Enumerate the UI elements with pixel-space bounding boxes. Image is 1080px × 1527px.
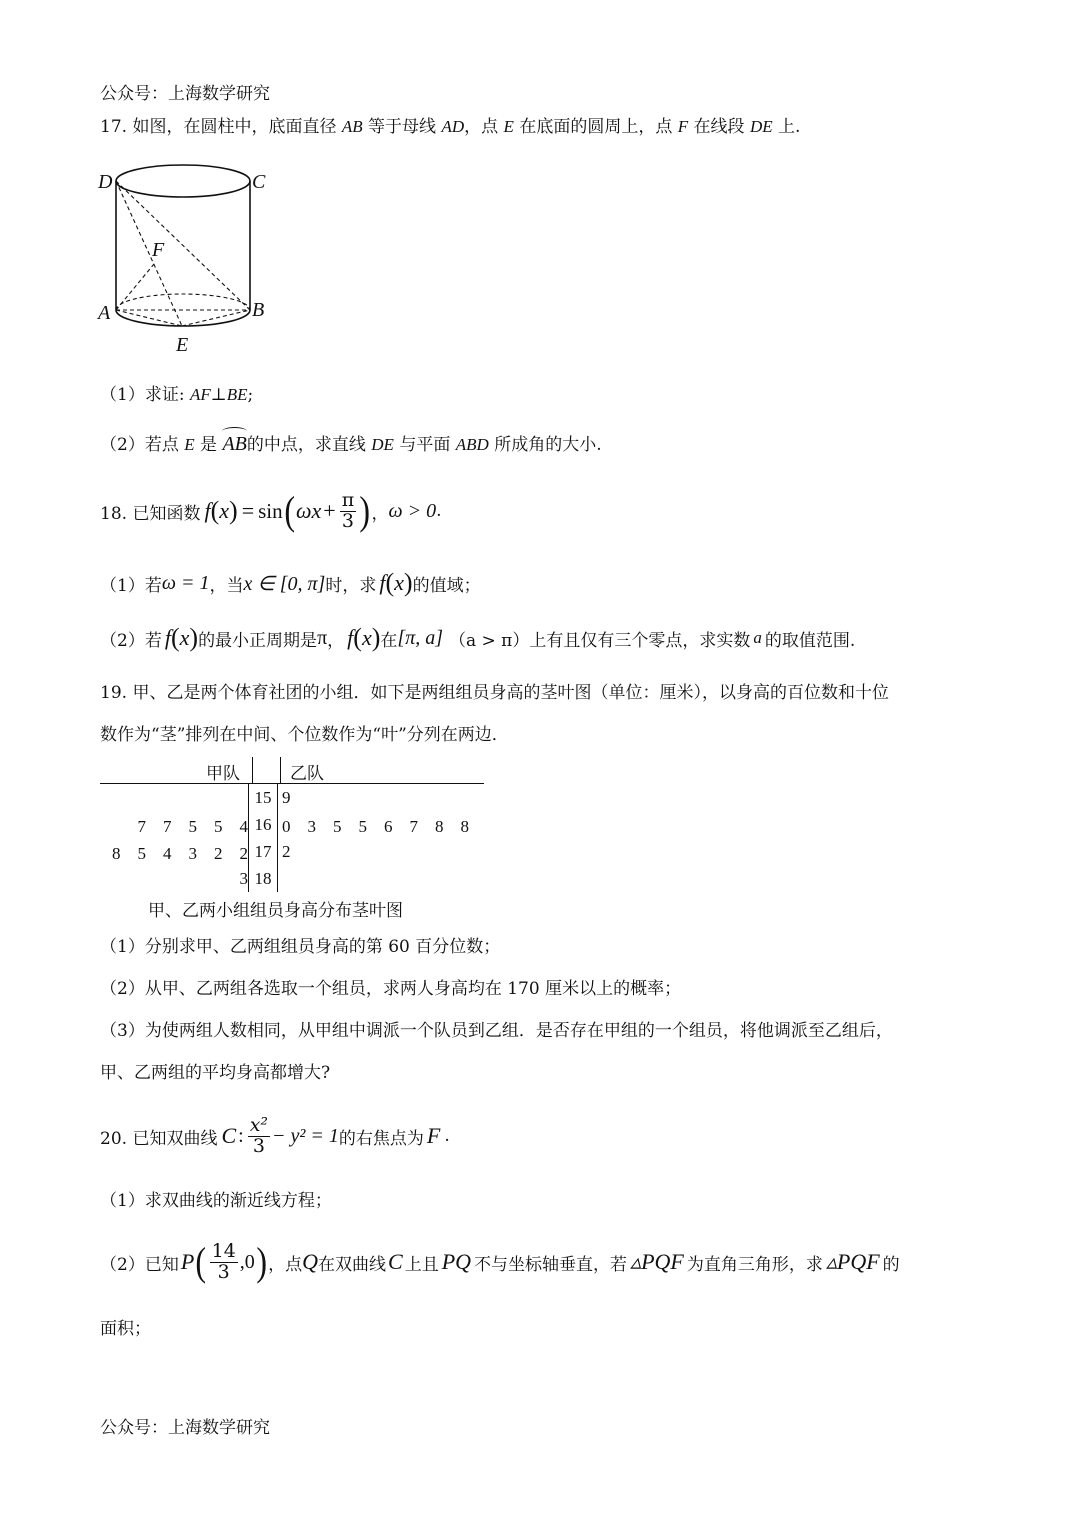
q18-part2-a: a bbox=[753, 628, 762, 647]
q20-p-den: 3 bbox=[217, 1260, 230, 1283]
q18-part1-text: 时，求 bbox=[325, 575, 377, 596]
q18-part2-x2: x bbox=[361, 625, 372, 650]
stem-leaf-plot bbox=[100, 757, 484, 921]
q18-part1: （1）若 ω = 1 ，当 x ∈ [0, π] 时，求 f ( x ) 的值域； bbox=[100, 568, 481, 597]
q17-part2-text: 是 bbox=[200, 435, 218, 455]
q17-ad: AD bbox=[441, 117, 465, 136]
q20-part2-c: C bbox=[388, 1249, 403, 1274]
stem-value: 16 bbox=[249, 811, 278, 838]
left-leaves: 7 7 5 5 4 bbox=[137, 817, 248, 836]
left-leaves: 8 5 4 3 2 2 bbox=[112, 844, 248, 863]
q18-part2-text: 在 bbox=[380, 630, 398, 651]
q17-text: 在底面的圆周上，点 bbox=[519, 117, 673, 137]
right-leaves bbox=[278, 865, 483, 892]
stem-value: 18 bbox=[249, 865, 278, 892]
q20-part1: （1）求双曲线的渐近线方程； bbox=[100, 1191, 332, 1211]
q18-part1-text: 的值域； bbox=[412, 575, 481, 596]
q18-part1-text: ，当 bbox=[209, 575, 244, 596]
q18-text: 18. 已知函数 bbox=[100, 503, 201, 524]
q20-c: C bbox=[221, 1123, 237, 1148]
q19-part3-line2: 甲、乙两组的平均身高都增大? bbox=[100, 1063, 331, 1083]
stem-leaf-row bbox=[100, 811, 482, 838]
q17-part2-text: 所成角的大小. bbox=[494, 435, 602, 455]
q17-text: ，点 bbox=[464, 117, 499, 137]
arc-ab: AB bbox=[222, 433, 247, 455]
q18-part1-text: （1）若 bbox=[100, 575, 162, 596]
label-a: A bbox=[98, 302, 111, 324]
label-e: E bbox=[176, 334, 189, 356]
label-d: D bbox=[98, 171, 113, 193]
q18-cond: ω > 0 bbox=[388, 499, 437, 522]
q18-part2-interval: [π, a] bbox=[397, 626, 443, 649]
q19-part3-line1: （3）为使两组人数相同，从甲组中调派一个队员到乙组．是否存在甲组的一个组员，将他调派至乙组后， bbox=[100, 1021, 893, 1041]
q17-text: 上. bbox=[778, 117, 801, 137]
q18-frac-den: 3 bbox=[341, 509, 354, 532]
q20-pq: PQ bbox=[441, 1249, 472, 1274]
q18-stem: 18. 已知函数 f ( x ) = sin ( ωx + $\frac{\pi}{3}$ ) ， ω > 0 . bbox=[100, 488, 442, 533]
right-leaves: 9 bbox=[282, 787, 291, 807]
left-leaves: 3 bbox=[239, 868, 248, 888]
q20-p-num: 14 bbox=[211, 1239, 236, 1262]
q17-ab: AB bbox=[341, 117, 363, 136]
q17-part2-de: DE bbox=[371, 435, 394, 454]
q18-omega-x: ωx bbox=[295, 498, 322, 523]
q17-part2-e: E bbox=[184, 435, 195, 454]
q20-colon: : bbox=[238, 1124, 244, 1147]
q20-part2-line2: 面积； bbox=[100, 1319, 151, 1339]
q17-text: 17. 如图，在圆柱中，底面直径 bbox=[100, 117, 337, 137]
q20-text: 20. 已知双曲线 bbox=[100, 1128, 218, 1149]
label-c: C bbox=[252, 171, 266, 193]
q17-e: E bbox=[503, 117, 514, 136]
q17-part1-math: AF⊥BE bbox=[189, 385, 248, 404]
q20-part2-text: 不与坐标轴垂直，若 bbox=[474, 1254, 628, 1275]
label-b: B bbox=[252, 299, 265, 321]
q18-f: f bbox=[204, 498, 211, 523]
right-team-header: 乙队 bbox=[290, 764, 324, 784]
q17-part2 bbox=[100, 430, 602, 456]
q20-p: P bbox=[180, 1249, 195, 1274]
q18-text: . bbox=[436, 501, 442, 521]
q18-part2-cond: （a > π） bbox=[449, 630, 530, 651]
q18-part2-text: 上有且仅有三个零点，求实数 bbox=[529, 630, 751, 651]
q19-part1: （1）分别求甲、乙两组组员身高的第 60 百分位数； bbox=[100, 937, 501, 957]
q20-part2: （2）已知 P ( $\frac{14}{3}$ ,0 ) ，点 Q 在双曲线 C 上且 PQ 不与坐标轴垂直，若 ▵PQF 为直角三角形，求 ▵PQF 的 bbox=[100, 1239, 900, 1284]
q20-part2-text: 的 bbox=[882, 1254, 900, 1275]
q18-part2-text: ， bbox=[327, 630, 345, 651]
q18-sin: sin bbox=[258, 498, 283, 523]
q20-part2-text: 上且 bbox=[404, 1254, 439, 1275]
q18-frac-num: π bbox=[341, 488, 355, 511]
q17-part2-text: 的中点，求直线 bbox=[246, 435, 366, 455]
q18-text: ， bbox=[371, 503, 389, 524]
q18-part1-x: x bbox=[394, 570, 404, 595]
q20-part2-text: 在双曲线 bbox=[318, 1254, 387, 1275]
left-leaves bbox=[100, 784, 249, 811]
q20-part2-text: 为直角三角形，求 bbox=[686, 1254, 823, 1275]
q19-stem-line1: 19. 甲、乙是两个体育社团的小组．如下是两组组员身高的茎叶图（单位：厘米），以身高的百位数和十位 bbox=[100, 683, 889, 703]
q20-p-y: ,0 bbox=[239, 1250, 255, 1273]
q18-part1-interval: x ∈ [0, π] bbox=[243, 572, 326, 595]
stem-leaf-row bbox=[100, 865, 482, 892]
q18-part1-omega: ω = 1 bbox=[161, 571, 210, 594]
q18-part2: （2）若 f ( x ) 的最小正周期是 π ， f ( x ) 在 [π, a] （a > π） 上有且仅有三个零点，求实数 a 的取值范围. bbox=[100, 623, 856, 652]
q18-part2-f2: f bbox=[347, 625, 354, 650]
q18-x: x bbox=[219, 498, 230, 523]
q17-stem bbox=[100, 112, 800, 137]
stem-leaf-table bbox=[100, 784, 482, 892]
right-leaves: 0 3 5 5 6 7 8 8 bbox=[282, 817, 469, 836]
stem-leaf-row bbox=[100, 838, 482, 865]
q17-text: 在线段 bbox=[693, 117, 745, 137]
stem-value: 17 bbox=[249, 838, 278, 865]
q17-part1-text: （1）求证: bbox=[100, 385, 185, 405]
stem-leaf-caption: 甲、乙两小组组员身高分布茎叶图 bbox=[148, 901, 403, 921]
q20-part2-text: （2）已知 bbox=[100, 1254, 179, 1275]
q20-eq-rest: − y² = 1 bbox=[272, 1124, 339, 1147]
q20-triangle-1: ▵PQF bbox=[630, 1249, 684, 1274]
q18-part2-pi: π bbox=[317, 626, 328, 649]
right-leaves: 2 bbox=[282, 841, 291, 861]
q20-triangle-2: ▵PQF bbox=[825, 1249, 880, 1274]
label-f: F bbox=[152, 239, 165, 261]
q17-part2-text: 与平面 bbox=[399, 435, 451, 455]
stem-leaf-row bbox=[100, 784, 482, 811]
q20-f: F bbox=[426, 1123, 441, 1148]
q19-part2: （2）从甲、乙两组各选取一个组员，求两人身高均在 170 厘米以上的概率； bbox=[100, 979, 682, 999]
q17-text: 等于母线 bbox=[368, 117, 437, 137]
q18-part2-text: （2）若 bbox=[100, 630, 162, 651]
q20-stem bbox=[100, 1108, 450, 1164]
cylinder-figure bbox=[92, 160, 292, 360]
q20-text: 的右焦点为 bbox=[338, 1128, 424, 1149]
q18-part2-text: 的取值范围. bbox=[764, 630, 856, 651]
q20-text: . bbox=[444, 1126, 450, 1146]
q20-part2-text: ，点 bbox=[268, 1254, 303, 1275]
q17-f: F bbox=[677, 117, 689, 136]
left-team-header: 甲队 bbox=[206, 764, 240, 784]
q18-part2-x: x bbox=[179, 625, 190, 650]
q17-part2-text: （2）若点 bbox=[100, 435, 179, 455]
q19-stem-line2: 数作为“茎”排列在中间、个位数作为“叶”分列在两边． bbox=[100, 725, 509, 745]
q18-part2-f: f bbox=[164, 625, 171, 650]
q20-frac-den: 3 bbox=[252, 1134, 265, 1157]
q20-q: Q bbox=[302, 1249, 319, 1274]
q18-part1-f: f bbox=[379, 570, 386, 595]
footer-source: 公众号：上海数学研究 bbox=[100, 1418, 270, 1438]
q18-part2-text: 的最小正周期是 bbox=[198, 630, 318, 651]
q17-part2-abd: ABD bbox=[455, 435, 489, 454]
q17-de: DE bbox=[749, 117, 773, 136]
stem-value: 15 bbox=[249, 784, 278, 811]
q17-part1-text: ; bbox=[247, 385, 254, 405]
q17-part1 bbox=[100, 380, 253, 405]
q20-frac-num: x² bbox=[249, 1113, 269, 1136]
header-source: 公众号：上海数学研究 bbox=[100, 84, 270, 104]
